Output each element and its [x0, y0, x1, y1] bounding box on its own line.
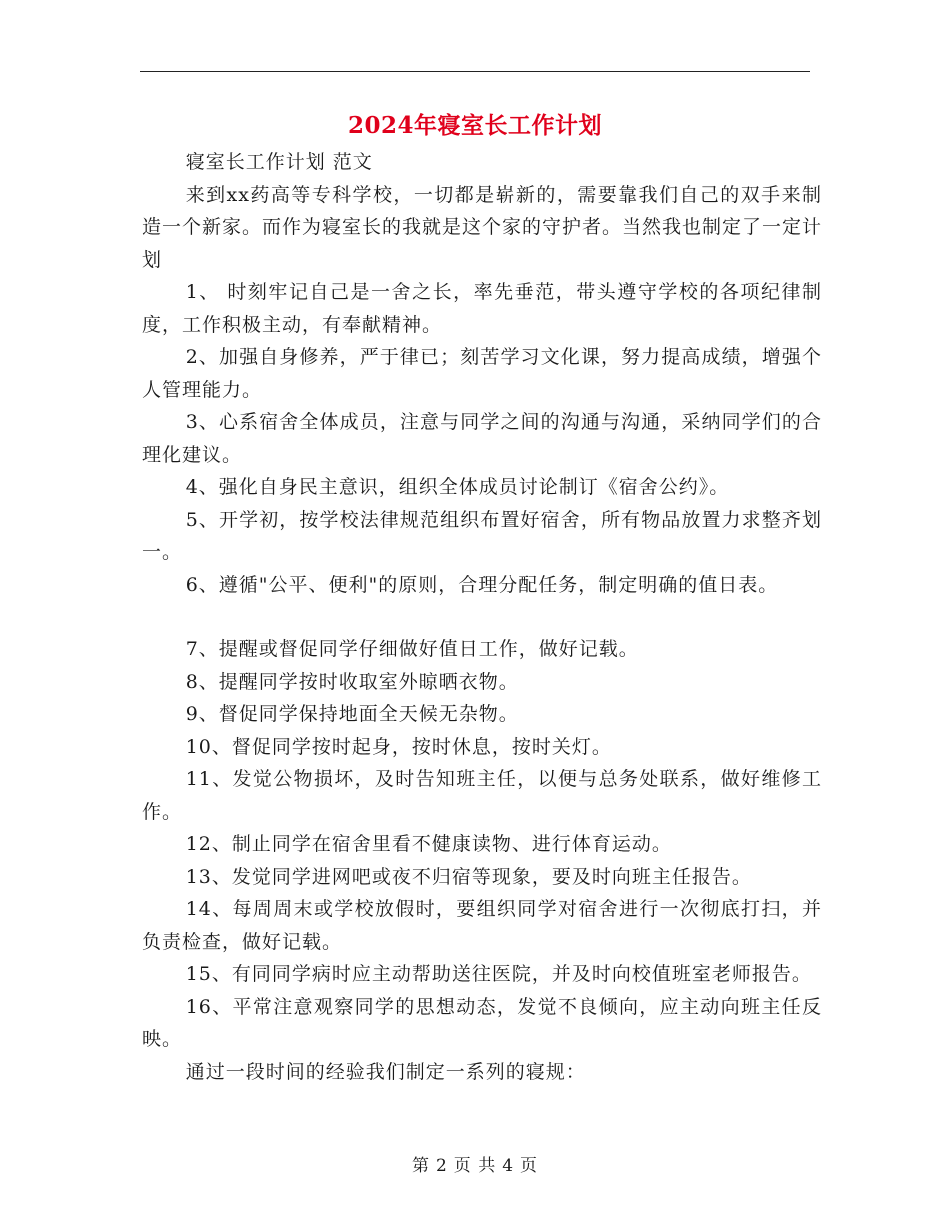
document-body [142, 146, 822, 1088]
closing-paragraph: 通过一段时间的经验我们制定一系列的寝规： [185, 1060, 586, 1083]
list-item: 1、 时刻牢记自己是一舍之长，率先垂范，带头遵守学校的各项纪律制度，工作积极主动，有奉献精神。 [142, 281, 822, 336]
subtitle-line: 寝室长工作计划 范文 [185, 151, 373, 173]
list-item: 8、提醒同学按时收取室外晾晒衣物。 [185, 670, 519, 693]
page-number: 2 [435, 1156, 448, 1176]
list-item: 7、提醒或督促同学仔细做好值日工作，做好记载。 [185, 638, 639, 660]
paragraph-gap [142, 601, 822, 633]
list-item: 6、遵循"公平、便利"的原则，合理分配任务，制定明确的值日表。 [185, 573, 779, 596]
list-item: 16、平常注意观察同学的思想动态，发觉不良倾向，应主动向班主任反映。 [142, 995, 822, 1050]
list-item: 3、心系宿舍全体成员，注意与同学之间的沟通与沟通，采纳同学们的合理化建议。 [142, 411, 822, 466]
list-item: 13、发觉同学进网吧或夜不归宿等现象，要及时向班主任报告。 [185, 865, 752, 888]
header-rule [140, 71, 810, 72]
list-item: 11、发觉公物损坏，及时告知班主任，以便与总务处联系，做好维修工作。 [142, 768, 822, 823]
page-footer [0, 1154, 950, 1178]
list-item: 4、强化自身民主意识，组织全体成员讨论制订《宿舍公约》。 [185, 476, 730, 498]
document-title: 2024年寝室长工作计划 [347, 112, 602, 139]
list-item: 10、督促同学按时起身，按时休息，按时关灯。 [185, 735, 612, 758]
intro-paragraph: 来到xx药高等专科学校，一切都是崭新的，需要靠我们自己的双手来制造一个新家。而作为寝室长的我就是这个家的守护者。当然我也制定了一定计划 [142, 183, 823, 271]
footer-middle: 页 共 [453, 1156, 497, 1176]
list-item: 12、制止同学在宿舍里看不健康读物、进行体育运动。 [185, 833, 672, 855]
list-item: 2、加强自身修养，严于律已；刻苦学习文化课，努力提高成绩，增强个人管理能力。 [142, 346, 822, 401]
list-item: 14、每周周末或学校放假时，要组织同学对宿舍进行一次彻底打扫，并负责检查，做好记载。 [142, 898, 822, 953]
footer-suffix: 页 [520, 1156, 539, 1176]
list-item: 5、开学初，按学校法律规范组织布置好宿舍，所有物品放置力求整齐划一。 [142, 508, 822, 563]
list-item: 15、有同同学病时应主动帮助送往医院，并及时向校值班室老师报告。 [185, 963, 812, 985]
page-total: 4 [502, 1156, 515, 1176]
footer-prefix: 第 [411, 1156, 430, 1176]
list-item: 9、督促同学保持地面全天候无杂物。 [185, 703, 519, 725]
